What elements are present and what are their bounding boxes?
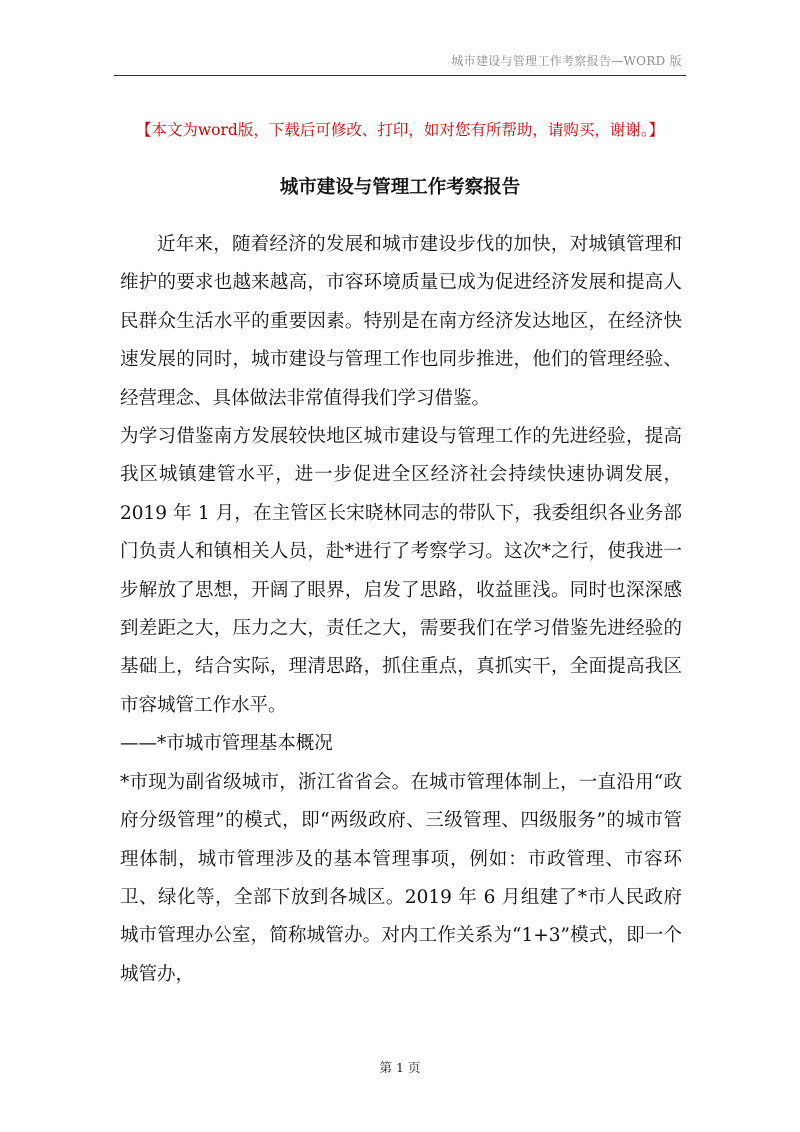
download-notice: 【本文为word版，下载后可修改、打印，如对您有所帮助，请购买，谢谢。】 [135, 121, 665, 139]
section-heading: ——*市城市管理基本概况 [120, 733, 333, 755]
paragraph-purpose: 为学习借鉴南方发展较快地区城市建设与管理工作的先进经验，提高我区城镇建管水平，进一步促进全区经济社会持续快速协调发展，2019 年 1 月，在主管区长宋晓林同志的带队下，我委组织各业务部门负责人和镇相关人员，赴*进行了考察学习。这次*之行，使我进一步解放了思想，开阔了眼界，启发了思路，收益匪浅。同时也深深感到差距之大，压力之大，责任之大，需要我们在学习借鉴先进经验的基础上，结合实际，理清思路，抓住重点，真抓实干，全面提高我区市容城管工作水平。 [120, 426, 682, 716]
paragraph-intro: 近年来，随着经济的发展和城市建设步伐的加快，对城镇管理和维护的要求也越来越高，市容环境质量已成为促进经济发展和提高人民群众生活水平的重要因素。特别是在南方经济发达地区，在经济快速发展的同时，城市建设与管理工作也同步推进，他们的管理经验、经营理念、具体做法非常值得我们学习借鉴。 [120, 234, 682, 409]
document-title: 城市建设与管理工作考察报告 [279, 177, 521, 198]
running-header: 城市建设与管理工作考察报告—WORD 版 [451, 54, 682, 68]
paragraph-overview: *市现为副省级城市，浙江省省会。在城市管理体制上，一直沿用“政府分级管理”的模式，即“两级政府、三级管理、四级服务”的城市管理体制，城市管理涉及的基本管理事项，例如：市政管理、市容环卫、绿化等，全部下放到各城区。2019 年 6 月组建了*市人民政府城市管理办公室，简称城管办。对内工作关系为“1+3”模式，即一个城管办， [120, 771, 682, 985]
page-number: 第 1 页 [379, 1060, 421, 1075]
header-divider [114, 75, 686, 76]
document-body [120, 226, 682, 994]
